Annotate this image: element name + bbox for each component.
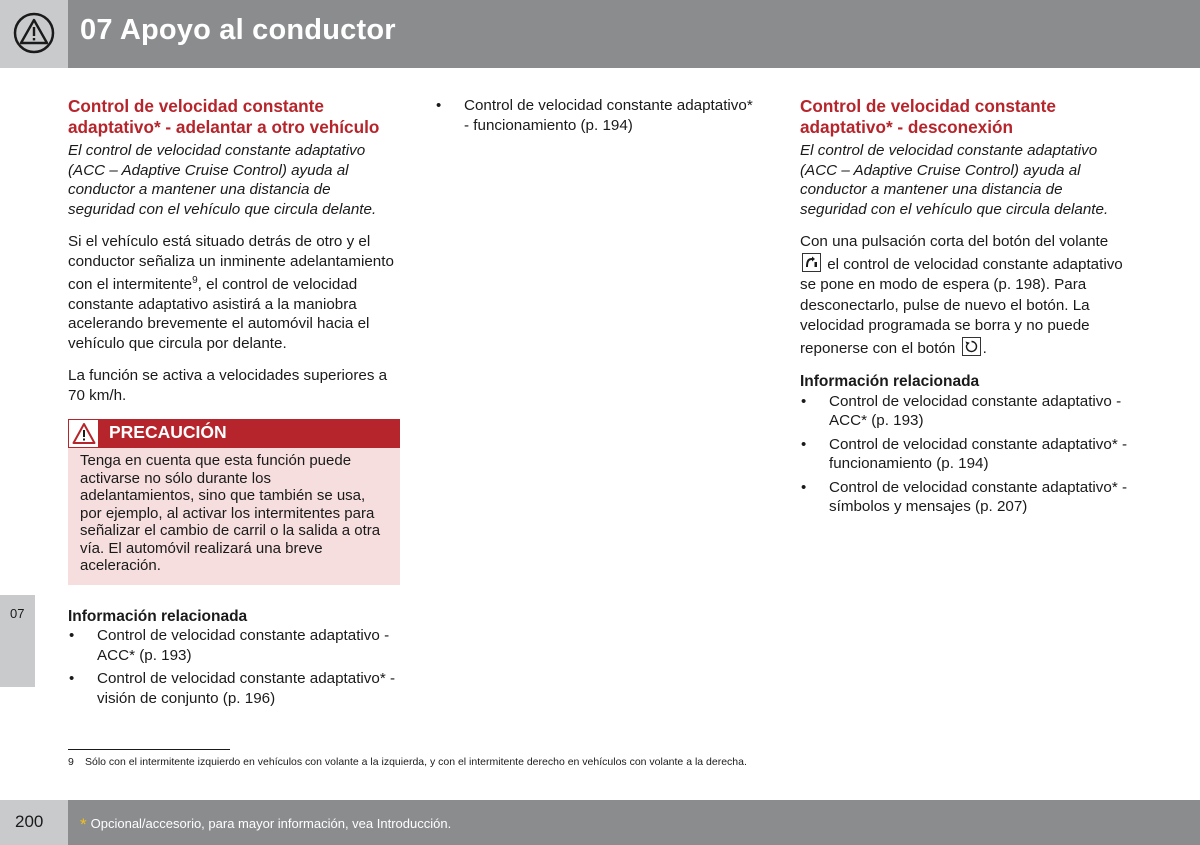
footnote-divider: [68, 749, 230, 750]
related-link[interactable]: • Control de velocidad constante adaptativo - ACC* (p. 193): [800, 392, 1130, 431]
chapter-tab-label: 07: [10, 606, 25, 621]
body-text: Con una pulsación corta del botón del volante: [800, 233, 1109, 250]
related-link[interactable]: • Control de velocidad constante adaptativo - ACC* (p. 193): [68, 626, 400, 665]
page-header: [0, 0, 1200, 68]
steering-wheel-button-icon: [802, 253, 821, 272]
asterisk-star: *: [80, 815, 87, 834]
column-middle: [435, 96, 755, 139]
related-link[interactable]: • Control de velocidad constante adaptativo* - funcionamiento (p. 194): [800, 435, 1130, 474]
body-text: el control de velocidad constante adaptativo se pone en modo de espera (p. 198). Para desconectarlo, pulse de nuevo el botón. La velocidad programada se borra y no puede reponerse con el botón: [800, 255, 1123, 357]
optional-note-text: Opcional/accesorio, para mayor información, vea Introducción.: [90, 816, 452, 831]
related-list: [800, 392, 1130, 517]
body-paragraph: [68, 232, 400, 353]
body-paragraph: La función se activa a velocidades superiores a 70 km/h.: [68, 367, 388, 404]
footnote-text: Sólo con el intermitente izquierdo en vehículos con volante a la izquierda, y con el intermitente derecho en vehículos con volante a la derecha.: [85, 756, 747, 768]
intro-paragraph: El control de velocidad constante adaptativo (ACC – Adaptive Cruise Control) ayuda al conductor a mantener una distancia de seguridad con el vehículo que circula delante.: [68, 142, 377, 218]
related-link[interactable]: • Control de velocidad constante adaptativo* - visión de conjunto (p. 196): [68, 669, 400, 708]
related-list: [68, 626, 400, 708]
resume-button-icon: [962, 337, 981, 356]
related-link[interactable]: • Control de velocidad constante adaptativo* - símbolos y mensajes (p. 207): [800, 478, 1130, 517]
page-number-box: [0, 800, 68, 845]
body-text: .: [982, 339, 987, 357]
header-icon-box: [0, 0, 68, 68]
footnote-number: 9: [68, 756, 74, 768]
footnote-ref[interactable]: 9: [192, 275, 198, 286]
body-paragraph: [800, 232, 1130, 359]
column-left: [68, 96, 400, 712]
related-info-heading: Información relacionada: [800, 373, 980, 390]
warning-triangle-icon: [13, 12, 55, 54]
intro-paragraph: El control de velocidad constante adaptativo (ACC – Adaptive Cruise Control) ayuda al conductor a mantener una distancia de seguridad con el vehículo que circula delante.: [800, 142, 1109, 218]
caution-title: PRECAUCIÓN: [109, 422, 227, 443]
body-text: Si el vehículo está situado detrás de otro y el conductor señaliza un inminente adelantamiento con el intermitente: [68, 233, 394, 294]
related-info-heading: Información relacionada: [68, 607, 248, 625]
caution-text: Tenga en cuenta que esta función puede activarse no sólo durante los adelantamientos, sino que también se usa, por ejemplo, al activar los intermitentes para señalizar el cambio de carril o la salida a otra vía. El automóvil realizará una breve aceleración.: [80, 452, 381, 575]
page-number: 200: [15, 812, 44, 831]
warning-triangle-icon: [72, 422, 96, 445]
chapter-title: 07 Apoyo al conductor: [80, 14, 396, 46]
optional-note: [80, 815, 451, 835]
column-right: [800, 96, 1130, 521]
body-text: , el control de velocidad constante adaptativo asistirá a la maniobra acelerando brevemente el automóvil hacia el vehículo que circula por delante.: [68, 276, 370, 352]
caution-icon-box: [68, 419, 99, 448]
footnote: [68, 756, 747, 768]
caution-box: [68, 419, 400, 585]
related-list: [435, 96, 755, 135]
section-heading-overtaking: Control de velocidad constante adaptativo* - adelantar a otro vehículo: [68, 96, 380, 137]
related-link[interactable]: • Control de velocidad constante adaptativo* - funcionamiento (p. 194): [435, 96, 755, 135]
caution-header: [68, 419, 400, 448]
page-footer: [0, 800, 1200, 845]
section-heading-disconnect: Control de velocidad constante adaptativo* - desconexión: [800, 96, 1056, 137]
